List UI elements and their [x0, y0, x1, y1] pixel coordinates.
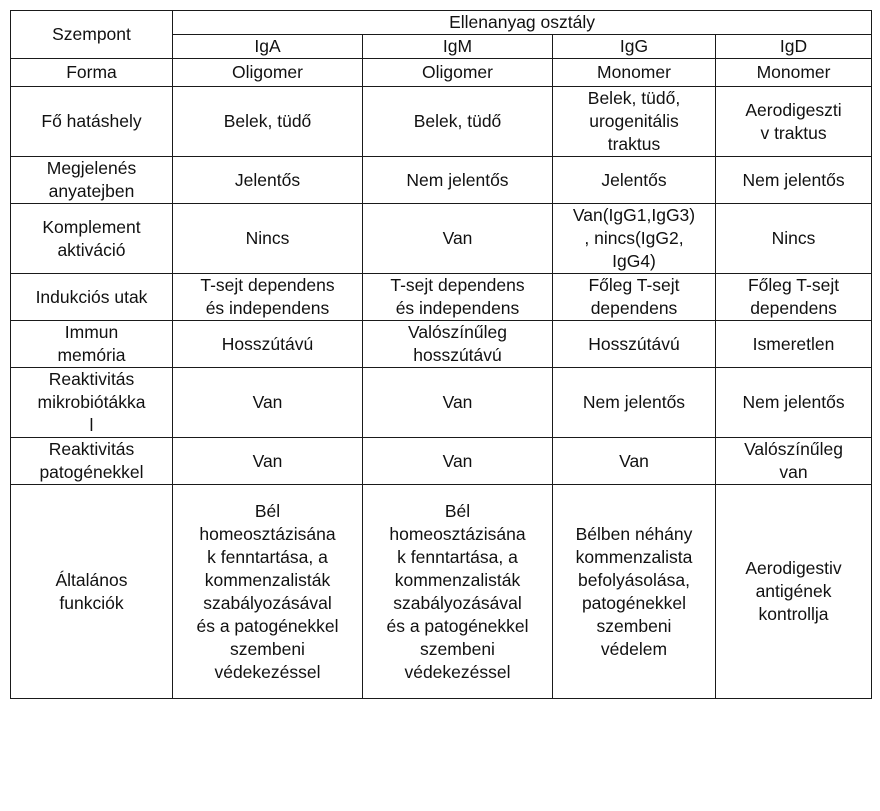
cell-text-line: patogénekkel	[581, 592, 687, 613]
corner-header-cell	[11, 11, 173, 59]
cell-text-line: homeosztázisána	[389, 523, 526, 544]
cell-text-line: Van	[442, 392, 473, 412]
table-cell-iga	[173, 368, 363, 438]
cell-text-line: van	[779, 462, 808, 482]
table-cell-igg	[553, 485, 716, 699]
cell-text-line: Belek, tüdő,	[587, 88, 681, 108]
cell-text-line: kontrollja	[758, 604, 829, 624]
table-cell-igd	[716, 274, 872, 321]
column-header-igm	[363, 35, 553, 59]
table-cell-igg	[553, 368, 716, 438]
column-header-iga	[173, 35, 363, 59]
cell-text-line: Van	[252, 450, 283, 471]
table-row	[11, 204, 872, 274]
row-label-cell	[11, 204, 173, 274]
row-label-line: mikrobiótákka	[37, 392, 146, 412]
cell-text-line: Belek, tüdő	[413, 111, 502, 131]
cell-text-line: Bél	[254, 500, 281, 521]
table-cell-igm	[363, 204, 553, 274]
table-cell-igm	[363, 87, 553, 157]
row-label-line: Indukciós utak	[35, 286, 148, 307]
cell-text-line: v traktus	[760, 122, 827, 143]
cell-text-line: Oligomer	[232, 62, 303, 82]
table-cell-igg	[553, 274, 716, 321]
row-label-cell	[11, 485, 173, 699]
row-label-line: aktiváció	[57, 239, 126, 260]
row-label-line: patogénekkel	[39, 462, 144, 482]
table-cell-igg	[553, 204, 716, 274]
cell-text-line: Monomer	[756, 62, 831, 82]
table-cell-igd	[716, 368, 872, 438]
table-row	[11, 321, 872, 368]
cell-text-line: T-sejt dependens	[200, 275, 335, 295]
cell-text-line: Főleg T-sejt	[588, 275, 680, 295]
row-label-line: Reaktivitás	[48, 439, 135, 459]
cell-text-line: , nincs(IgG2,	[584, 228, 684, 248]
cell-text-line: Nem jelentős	[742, 392, 845, 412]
row-label-cell	[11, 87, 173, 157]
row-label-cell	[11, 438, 173, 485]
table-cell-iga	[173, 204, 363, 274]
table-row	[11, 274, 872, 321]
table-row	[11, 157, 872, 204]
table-cell-iga	[173, 59, 363, 87]
table-row	[11, 368, 872, 438]
cell-text-line: dependens	[590, 298, 678, 318]
table-cell-igd	[716, 204, 872, 274]
cell-text-line: Főleg T-sejt	[747, 275, 840, 295]
cell-text-line: dependens	[750, 298, 837, 318]
cell-text-line: védekezéssel	[214, 661, 321, 682]
cell-text-line: szabályozásával	[203, 592, 332, 613]
cell-text-line: hosszútávú	[413, 345, 502, 365]
cell-text-line: Van(IgG1,IgG3)	[572, 205, 696, 225]
cell-text-line: Bélben néhány	[575, 523, 693, 544]
cell-text-line: Van	[252, 392, 283, 412]
cell-text-line: és independens	[205, 298, 330, 318]
cell-text-line: Valószínűleg	[744, 439, 843, 459]
group-header-cell	[173, 11, 872, 35]
table-cell-igg	[553, 321, 716, 368]
row-label-line: Immun	[64, 322, 119, 342]
cell-text-line: Jelentős	[601, 169, 667, 190]
row-label-line: memória	[57, 345, 126, 365]
cell-text-line: kommenzalista	[575, 546, 693, 567]
cell-text-line: antigének	[755, 581, 832, 601]
table-cell-igm	[363, 157, 553, 204]
row-label-line: Komplement	[42, 216, 141, 237]
column-header-igd	[716, 35, 872, 59]
table-cell-iga	[173, 157, 363, 204]
table-cell-igm	[363, 321, 553, 368]
row-label-line: funkciók	[59, 592, 124, 613]
row-label-line: Forma	[66, 62, 117, 82]
cell-text-line: kommenzalisták	[204, 569, 331, 590]
cell-text-line: k fenntartása, a	[397, 546, 518, 567]
row-label-cell	[11, 157, 173, 204]
cell-text-line: k fenntartása, a	[207, 546, 328, 567]
column-header-label: IgM	[442, 36, 473, 56]
table-cell-igd	[716, 438, 872, 485]
table-cell-igd	[716, 59, 872, 87]
table-cell-igd	[716, 87, 872, 157]
table-cell-igm	[363, 438, 553, 485]
table-cell-igm	[363, 368, 553, 438]
row-label-cell	[11, 274, 173, 321]
cell-text-line: IgG4)	[612, 251, 656, 271]
cell-text-line: Oligomer	[422, 62, 493, 82]
cell-text-line: Monomer	[597, 62, 671, 82]
table-cell-iga	[173, 485, 363, 699]
cell-text-line: befolyásolása,	[578, 569, 690, 590]
table-cell-igd	[716, 157, 872, 204]
cell-text-line: Hosszútávú	[588, 333, 680, 354]
cell-text-line: Van	[442, 450, 473, 471]
table-cell-igg	[553, 59, 716, 87]
table-cell-iga	[173, 321, 363, 368]
row-label-line: Általános	[55, 569, 128, 590]
cell-text-line: T-sejt dependens	[390, 275, 525, 295]
table-cell-iga	[173, 87, 363, 157]
table-row	[11, 485, 872, 699]
cell-text-line: urogenitális	[589, 111, 679, 131]
row-label-cell	[11, 59, 173, 87]
table-cell-igm	[363, 59, 553, 87]
cell-text-line: Nem jelentős	[742, 169, 845, 190]
cell-text-line: Van	[619, 450, 649, 471]
table-cell-iga	[173, 438, 363, 485]
table-row	[11, 59, 872, 87]
row-label-line: anyatejben	[48, 181, 135, 201]
cell-text-line: szabályozásával	[393, 592, 522, 613]
table-cell-igg	[553, 438, 716, 485]
corner-header-label: Szempont	[52, 24, 131, 44]
cell-text-line: Nincs	[245, 228, 290, 248]
cell-text-line: szembeni	[420, 638, 495, 659]
column-header-label: IgA	[254, 36, 281, 56]
cell-text-line: és a patogénekkel	[386, 615, 529, 636]
cell-text-line: Bél	[444, 500, 471, 521]
table-cell-igm	[363, 485, 553, 699]
table-row	[11, 87, 872, 157]
group-header-label: Ellenanyag osztály	[449, 12, 595, 32]
row-label-line: Reaktivitás	[48, 369, 135, 389]
column-header-label: IgG	[619, 36, 649, 56]
cell-text-line: szembeni	[596, 615, 672, 636]
cell-text-line: és independens	[395, 298, 520, 318]
table-cell-igd	[716, 321, 872, 368]
table-cell-igm	[363, 274, 553, 321]
row-label-line: l	[89, 415, 94, 435]
table-row	[11, 438, 872, 485]
cell-text-line: kommenzalisták	[394, 569, 521, 590]
column-header-label: IgD	[779, 36, 808, 56]
cell-text-line: védelem	[600, 638, 668, 659]
cell-text-line: Ismeretlen	[752, 333, 835, 354]
cell-text-line: Valószínűleg	[408, 322, 507, 342]
cell-text-line: Nem jelentős	[582, 392, 686, 412]
table-cell-igd	[716, 485, 872, 699]
row-label-cell	[11, 321, 173, 368]
row-label-cell	[11, 368, 173, 438]
row-label-line: Megjelenés	[46, 158, 137, 178]
cell-text-line: Van	[442, 228, 473, 248]
cell-text-line: Jelentős	[234, 169, 301, 190]
cell-text-line: Belek, tüdő	[223, 111, 312, 131]
table-cell-igg	[553, 157, 716, 204]
table-cell-iga	[173, 274, 363, 321]
cell-text-line: és a patogénekkel	[196, 615, 339, 636]
cell-text-line: Hosszútávú	[221, 333, 314, 354]
cell-text-line: traktus	[607, 134, 661, 154]
antibody-comparison-table	[10, 10, 872, 699]
cell-text-line: homeosztázisána	[199, 523, 336, 544]
row-label-line: Fő hatáshely	[41, 111, 142, 131]
cell-text-line: Aerodigeszti	[745, 99, 842, 120]
cell-text-line: szembeni	[230, 638, 305, 659]
cell-text-line: Aerodigestiv	[745, 558, 842, 578]
cell-text-line: védekezéssel	[404, 661, 511, 682]
column-header-igg	[553, 35, 716, 59]
cell-text-line: Nem jelentős	[406, 169, 509, 190]
table-cell-igg	[553, 87, 716, 157]
cell-text-line: Nincs	[771, 228, 816, 248]
